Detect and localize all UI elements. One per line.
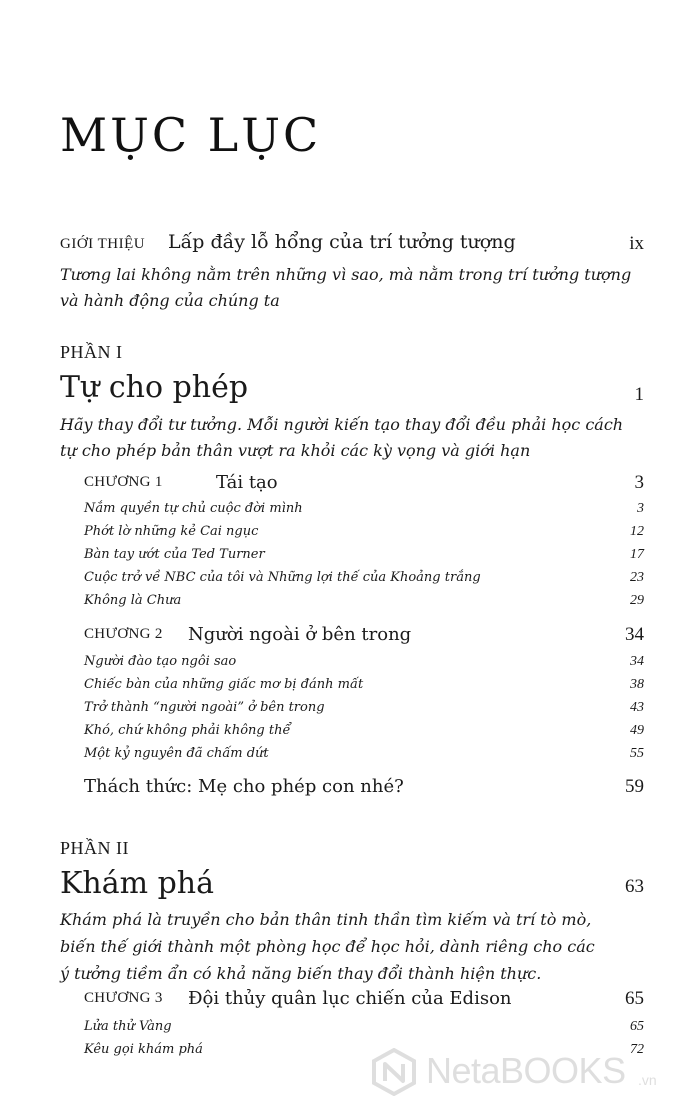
list-item — [0, 593, 700, 611]
list-item — [0, 547, 700, 565]
section-page: 38 — [630, 677, 644, 692]
section-title: Cuộc trở về NBC của tôi và Những lợi thế của Khoảng trắng — [84, 570, 481, 585]
list-item — [0, 570, 700, 588]
list-item — [0, 677, 700, 695]
part-2-desc-line: Khám phá là truyền cho bản thân tinh thần tìm kiếm và trí tò mò, — [60, 910, 592, 929]
section-title: Chiếc bàn của những giấc mơ bị đánh mất — [84, 677, 364, 692]
page-title: MỤC LỤC — [60, 108, 322, 162]
chapter-3-label: CHƯƠNG 3 — [84, 990, 163, 1006]
challenge-title: Thách thức: Mẹ cho phép con nhé? — [84, 776, 404, 797]
section-page: 72 — [630, 1042, 644, 1057]
netabooks-logo-icon — [370, 1048, 418, 1096]
chapter-1-label: CHƯƠNG 1 — [84, 474, 163, 490]
section-page: 34 — [630, 654, 644, 669]
section-page: 49 — [630, 723, 644, 738]
section-page: 17 — [630, 547, 644, 562]
part-2-desc-line: biến thế giới thành một phòng học để học hỏi, dành riêng cho các — [60, 937, 595, 956]
intro-title: Lấp đầy lỗ hổng của trí tưởng tượng — [168, 231, 516, 253]
challenge-page: 59 — [625, 776, 644, 797]
section-page: 43 — [630, 700, 644, 715]
intro-desc-line: Tương lai không nằm trên những vì sao, mà nằm trong trí tưởng tượng — [60, 265, 632, 284]
section-title: Lửa thử Vàng — [84, 1019, 172, 1034]
chapter-1-title: Tái tạo — [216, 472, 278, 493]
list-item — [0, 524, 700, 542]
section-page: 29 — [630, 593, 644, 608]
part-1-label: PHẦN I — [60, 342, 123, 362]
list-item — [0, 746, 700, 764]
toc-entry-chapter-2 — [0, 624, 700, 648]
section-title: Phớt lờ những kẻ Cai ngục — [84, 524, 259, 539]
toc-entry-part-1 — [0, 370, 700, 412]
toc-entry-chapter-3 — [0, 988, 700, 1012]
toc-entry-chapter-1 — [0, 472, 700, 496]
netabooks-watermark — [370, 1042, 690, 1102]
list-item — [0, 700, 700, 718]
section-title: Trở thành “người ngoài” ở bên trong — [84, 700, 325, 715]
part-2-title: Khám phá — [60, 866, 215, 901]
section-title: Khó, chứ không phải không thể — [84, 723, 291, 738]
section-page: 23 — [630, 570, 644, 585]
intro-description — [60, 262, 650, 314]
section-page: 12 — [630, 524, 644, 539]
chapter-2-label: CHƯƠNG 2 — [84, 626, 163, 642]
section-title: Một kỷ nguyên đã chấm dứt — [84, 746, 269, 761]
section-page: 65 — [630, 1019, 644, 1034]
section-page: 3 — [637, 501, 644, 516]
list-item — [0, 1019, 700, 1037]
toc-entry-challenge — [0, 776, 700, 802]
list-item — [0, 723, 700, 741]
part-1-description — [60, 412, 650, 464]
section-title: Không là Chưa — [84, 593, 182, 608]
part-2-page: 63 — [625, 876, 644, 897]
chapter-1-page: 3 — [634, 472, 644, 493]
section-page: 55 — [630, 746, 644, 761]
part-1-desc-line: Hãy thay đổi tư tưởng. Mỗi người kiến tạo thay đổi đều phải học cách — [60, 415, 624, 434]
part-2-label: PHẦN II — [60, 838, 129, 858]
section-title: Nắm quyền tự chủ cuộc đời mình — [84, 501, 303, 516]
chapter-3-page: 65 — [625, 988, 644, 1009]
part-1-title: Tự cho phép — [60, 370, 249, 405]
toc-entry-intro — [0, 231, 700, 261]
section-title: Bàn tay ướt của Ted Turner — [84, 547, 265, 562]
chapter-2-page: 34 — [625, 624, 644, 645]
chapter-2-title: Người ngoài ở bên trong — [188, 624, 412, 645]
part-2-desc-line: ý tưởng tiềm ẩn có khả năng biến thay đổi thành hiện thực. — [60, 964, 542, 983]
list-item — [0, 654, 700, 672]
intro-desc-line: và hành động của chúng ta — [60, 291, 280, 310]
part-1-desc-line: tự cho phép bản thân vượt ra khỏi các kỳ vọng và giới hạn — [60, 441, 531, 460]
part-1-page: 1 — [634, 384, 644, 405]
chapter-3-title: Đội thủy quân lục chiến của Edison — [188, 988, 512, 1009]
watermark-suffix: .vn — [638, 1072, 657, 1088]
section-title: Người đào tạo ngôi sao — [84, 654, 237, 669]
watermark-brand: NetaBOOKS — [426, 1050, 626, 1091]
part-2-description — [60, 906, 650, 987]
list-item — [0, 501, 700, 519]
toc-entry-part-2 — [0, 866, 700, 908]
section-title: Kêu gọi khám phá — [84, 1042, 203, 1057]
intro-label: GIỚI THIỆU — [60, 236, 146, 252]
intro-page: ix — [629, 233, 644, 254]
